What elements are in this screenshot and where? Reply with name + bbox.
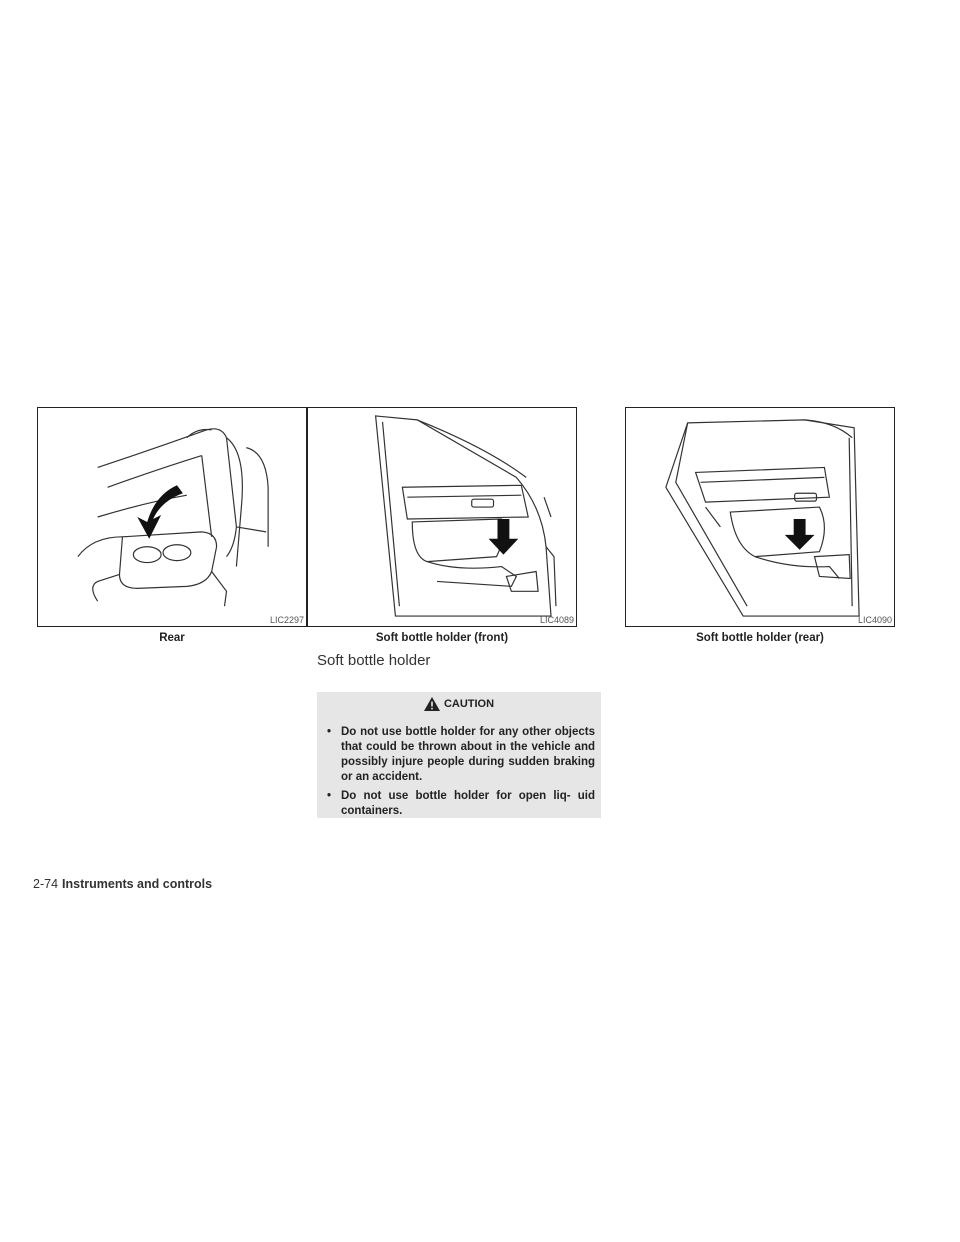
section-title: Soft bottle holder — [317, 652, 431, 669]
rear-door-illustration — [626, 408, 894, 626]
caution-item — [327, 789, 595, 819]
figure-rear-armrest — [37, 407, 307, 627]
caution-body — [317, 715, 601, 818]
rear-seat-illustration — [38, 408, 306, 626]
page-footer — [33, 877, 212, 891]
caution-item-text: Do not use bottle holder for open liq- uid containers. — [341, 790, 595, 817]
caution-item-text: Do not use bottle holder for any other objects that could be thrown about in the vehicle and possibly injure people during sudden braking or an accident. — [341, 726, 595, 783]
page-number: 2-74 — [33, 877, 59, 891]
bullet-dot: • — [327, 726, 332, 738]
warning-triangle-icon — [424, 697, 440, 711]
figure-front-door — [307, 407, 577, 627]
figure-code: LIC4089 — [539, 615, 574, 625]
caution-header — [317, 692, 601, 715]
figure-caption-front: Soft bottle holder (front) — [375, 632, 509, 644]
figure-code: LIC2297 — [269, 615, 304, 625]
figure-caption-rear-door: Soft bottle holder (rear) — [696, 632, 824, 644]
arrow-icon — [489, 519, 519, 555]
arrow-icon — [137, 485, 183, 539]
bullet-dot: • — [327, 790, 332, 802]
figure-rear-door — [625, 407, 895, 627]
footer-section: Instruments and controls — [62, 877, 213, 891]
arrow-icon — [785, 519, 815, 550]
figure-caption-rear: Rear — [159, 632, 185, 644]
front-door-illustration — [308, 408, 576, 626]
figure-code: LIC4090 — [857, 615, 892, 625]
caution-label: CAUTION — [443, 697, 495, 710]
caution-item — [327, 725, 595, 785]
